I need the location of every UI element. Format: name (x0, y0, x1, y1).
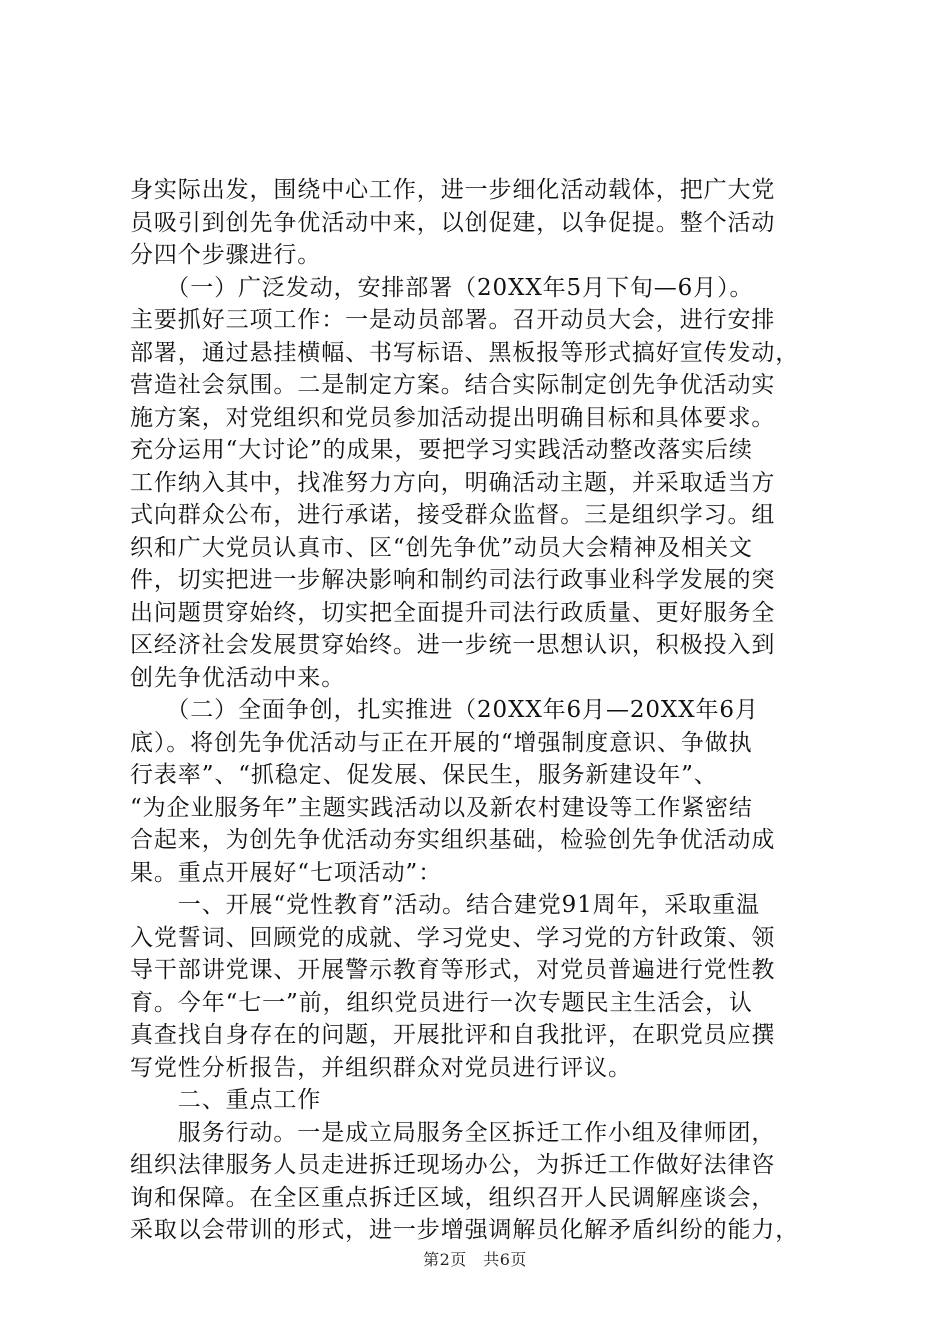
text-line: 式向群众公布，进行承诺，接受群众监督。三是组织学习。组 (130, 502, 776, 528)
text-line: 身实际出发，围绕中心工作，进一步细化活动载体，把广大党 (130, 177, 776, 203)
text-line: 区经济社会发展贯穿始终。进一步统一思想认识，积极投入到 (130, 632, 776, 658)
text-line: 织和广大党员认真市、区“创先争优”动员大会精神及相关文 (130, 534, 753, 561)
text-line: 员吸引到创先争优活动中来，以创促建，以争促提。整个活动 (130, 209, 776, 236)
text-line: 工作纳入其中，找准努力方向，明确活动主题，并采取适当方 (130, 469, 776, 496)
text-line: 充分运用“大讨论”的成果，要把学习实践活动整改落实后续 (130, 437, 753, 463)
text-line: 营造社会氛围。二是制定方案。结合实际制定创先争优活动实 (130, 372, 776, 398)
text-line: 行表率”、“抓稳定、促发展、保民生，服务新建设年”、 (130, 762, 718, 788)
text-line: 一、开展“党性教育”活动。结合建党91周年，采取重温 (130, 892, 760, 918)
text-line: 组织法律服务人员走进拆迁现场办公，为拆迁工作做好法律咨 (130, 1152, 776, 1178)
text-line: 写党性分析报告，并组织群众对党员进行评议。 (130, 1054, 632, 1081)
text-line: 出问题贯穿始终，切实把全面提升司法行政质量、更好服务全 (130, 599, 776, 626)
section-heading-line: （一）广泛发动，安排部署（20XX年5月下旬—6月）。 (130, 274, 754, 301)
document-body (130, 174, 830, 1247)
text-line: 分四个步骤进行。 (130, 242, 322, 268)
text-line: 导干部讲党课、开展警示教育等形式，对党员普遍进行党性教 (130, 957, 776, 983)
text-line: 施方案，对党组织和党员参加活动提出明确目标和具体要求。 (130, 404, 776, 431)
text-line: 真查找自身存在的问题，开展批评和自我批评，在职党员应撰 (130, 1022, 776, 1048)
section-heading-line: （二）全面争创，扎实推进（20XX年6月—20XX年6月 (130, 697, 759, 723)
text-line: 果。重点开展好“七项活动”： (130, 859, 443, 886)
text-line: “为企业服务年”主题实践活动以及新农村建设等工作紧密结 (130, 794, 753, 821)
text-line: 部署，通过悬挂横幅、书写标语、黑板报等形式搞好宣传发动， (130, 339, 800, 366)
text-line: 入党誓词、回顾党的成就、学习党史、学习党的方针政策、领 (130, 924, 776, 951)
text-line: 创先争优活动中来。 (130, 664, 346, 691)
page-number-footer: 第2页 共6页 (423, 1250, 527, 1269)
text-line: 育。今年“七一”前，组织党员进行一次专题民主生活会，认 (130, 989, 753, 1016)
text-line: 件，切实把进一步解决影响和制约司法行政事业科学发展的突 (130, 567, 776, 593)
section-heading-line: 二、重点工作 (130, 1087, 322, 1113)
text-line: 采取以会带训的形式，进一步增强调解员化解矛盾纠纷的能力， (130, 1217, 800, 1243)
text-line: 合起来，为创先争优活动夯实组织基础，检验创先争优活动成 (130, 827, 776, 853)
text-line: 主要抓好三项工作：一是动员部署。召开动员大会，进行安排 (130, 307, 776, 333)
text-line: 询和保障。在全区重点拆迁区域，组织召开人民调解座谈会， (130, 1184, 776, 1211)
text-line: 服务行动。一是成立局服务全区拆迁工作小组及律师团， (130, 1119, 776, 1146)
text-line: 底）。将创先争优活动与正在开展的“增强制度意识、争做执 (130, 729, 753, 756)
